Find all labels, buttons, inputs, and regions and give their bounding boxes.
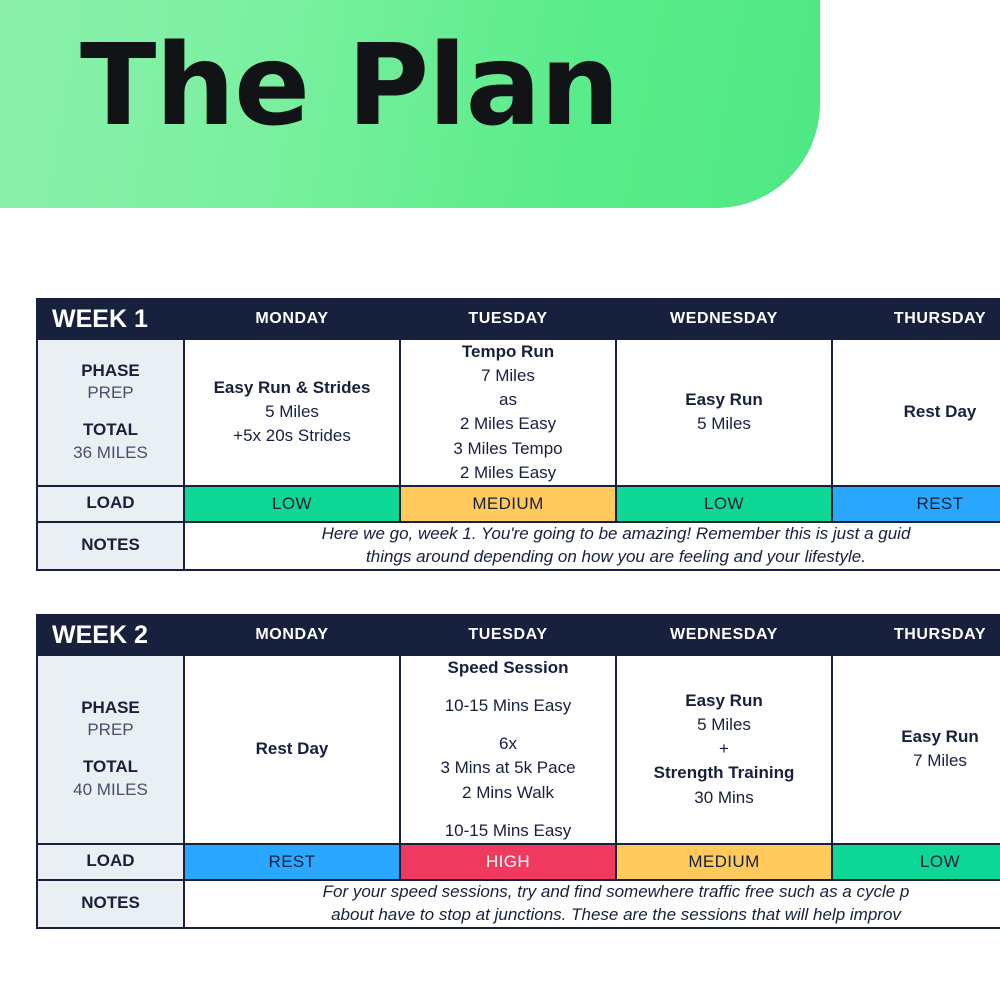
session-line: Strength Training — [653, 763, 795, 783]
table-row — [37, 339, 1000, 486]
session-line: 7 Miles — [481, 366, 535, 386]
session-cell-monday — [184, 339, 400, 486]
phase-total-cell — [37, 655, 184, 844]
session-title: Speed Session — [447, 658, 569, 677]
load-cell-tuesday: HIGH — [400, 844, 616, 880]
session-title: Rest Day — [903, 402, 977, 422]
day-header-wednesday: WEDNESDAY — [616, 615, 832, 655]
table-header-row — [37, 615, 1000, 655]
total-value: 36 MILES — [73, 443, 148, 463]
session-line: 10-15 Mins Easy — [444, 696, 572, 716]
page-title: The Plan — [80, 21, 619, 151]
session-title: Easy Run & Strides — [213, 378, 371, 398]
session-cell-monday — [184, 655, 400, 844]
session-title: Tempo Run — [461, 342, 555, 361]
session-line: 3 Mins at 5k Pace — [440, 758, 576, 778]
session-line: 2 Miles Easy — [459, 414, 557, 434]
session-cell-wednesday — [616, 339, 832, 486]
notes-row — [37, 522, 1000, 570]
session-line: as — [499, 390, 517, 410]
session-line: 5 Miles — [697, 715, 751, 735]
day-header-thursday: THURSDAY — [832, 299, 1000, 339]
session-cell-tuesday — [400, 655, 616, 844]
session-line: 2 Miles Easy — [459, 462, 557, 482]
notes-label: NOTES — [37, 522, 184, 570]
session-line: 2 Mins Walk — [462, 782, 554, 802]
load-cell-monday: LOW — [184, 486, 400, 522]
day-header-monday: MONDAY — [184, 615, 400, 655]
load-cell-thursday: LOW — [832, 844, 1000, 880]
phase-value: PREP — [87, 720, 134, 740]
notes-line: For your speed sessions, try and find somewhere traffic free such as a cycle p — [322, 881, 910, 901]
session-line: 10-15 Mins Easy — [444, 820, 572, 840]
week-title: WEEK 2 — [37, 615, 184, 655]
notes-line: about have to stop at junctions. These are the sessions that will help improv — [331, 904, 901, 924]
day-header-tuesday: TUESDAY — [400, 299, 616, 339]
week-2-table — [36, 614, 1000, 929]
total-label: TOTAL — [82, 757, 139, 777]
notes-text — [184, 522, 1000, 570]
week-1-table-wrap — [36, 298, 1000, 571]
load-label: LOAD — [37, 844, 184, 880]
notes-label: NOTES — [37, 880, 184, 928]
week-2-table-wrap — [36, 614, 1000, 929]
session-title: Easy Run — [685, 390, 763, 410]
load-cell-wednesday: MEDIUM — [616, 844, 832, 880]
week-1-table — [36, 298, 1000, 571]
notes-text — [184, 880, 1000, 928]
session-line: +5x 20s Strides — [233, 426, 351, 446]
day-header-tuesday: TUESDAY — [400, 615, 616, 655]
total-label: TOTAL — [82, 420, 139, 440]
total-value: 40 MILES — [73, 780, 148, 800]
load-cell-wednesday: LOW — [616, 486, 832, 522]
day-header-wednesday: WEDNESDAY — [616, 299, 832, 339]
load-label: LOAD — [37, 486, 184, 522]
session-line: 6x — [499, 734, 517, 754]
session-cell-wednesday — [616, 655, 832, 844]
notes-line: Here we go, week 1. You're going to be amazing! Remember this is just a guid — [321, 523, 911, 543]
session-cell-thursday — [832, 339, 1000, 486]
load-row — [37, 486, 1000, 522]
phase-label: PHASE — [81, 697, 140, 717]
session-title: Rest Day — [255, 739, 329, 759]
day-header-monday: MONDAY — [184, 299, 400, 339]
load-cell-thursday: REST — [832, 486, 1000, 522]
load-cell-tuesday: MEDIUM — [400, 486, 616, 522]
phase-label: PHASE — [81, 360, 140, 380]
table-row — [37, 655, 1000, 844]
phase-total-cell — [37, 339, 184, 486]
header-banner — [0, 0, 820, 208]
session-line: 3 Miles Tempo — [453, 438, 563, 458]
load-row — [37, 844, 1000, 880]
session-line: 5 Miles — [265, 402, 319, 422]
session-line: 5 Miles — [697, 414, 751, 434]
session-line: + — [719, 739, 729, 759]
session-title: Easy Run — [901, 727, 979, 747]
session-cell-thursday — [832, 655, 1000, 844]
session-line: 30 Mins — [694, 787, 754, 807]
table-header-row — [37, 299, 1000, 339]
phase-value: PREP — [87, 383, 134, 403]
session-line: 7 Miles — [913, 751, 967, 771]
load-cell-monday: REST — [184, 844, 400, 880]
session-cell-tuesday — [400, 339, 616, 486]
notes-row — [37, 880, 1000, 928]
session-title: Easy Run — [685, 691, 763, 711]
week-title: WEEK 1 — [37, 299, 184, 339]
day-header-thursday: THURSDAY — [832, 615, 1000, 655]
notes-line: things around depending on how you are feeling and your lifestyle. — [366, 546, 866, 566]
